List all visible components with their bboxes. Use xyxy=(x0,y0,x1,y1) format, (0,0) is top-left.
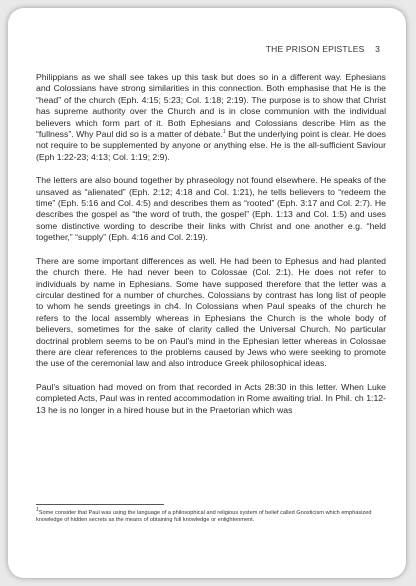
footnote-text: Some consider that Paul was using the language of a philosophical and religious system of belief called Gnosticism which emphasized knowledge of hidden secrets as the means of obtaining full knowledge or enlightenment. xyxy=(36,510,372,524)
running-title: THE PRISON EPISTLES xyxy=(265,44,365,54)
paragraph-1-text-a: Philippians as we shall see takes up this task but does so in a different way. Ephesians and Colossians have strong similarities in this connection. Both emphasise that He is the “head” of the church (Eph. 4:15; 5:23; Col. 1:18; 2:19). The purpose is to show that Christ has supreme authority over the Church and is in close communion with the individual believers which form part of it. Both Ephesians and Colossians describe Him as the “fullness”. Why Paul did so is a matter of debate. xyxy=(36,72,386,140)
page-number: 3 xyxy=(375,44,380,54)
footnote-reference[interactable]: 1 xyxy=(222,129,226,136)
body-text xyxy=(36,72,386,428)
paragraph-1-text-b: But the underlying point is clear. He does not require to be supplemented by anyone or anything else. He is the all-sufficient Saviour (Eph 1:22-23; 4:13; Col. 1:19; 2:9). xyxy=(36,129,386,162)
footnote xyxy=(36,507,386,524)
paragraph-4: Paul’s situation had moved on from that recorded in Acts 28:30 in this letter. When Luke completed Acts, Paul was in rented accommodation in Rome awaiting trial. In Phil. ch 1:12-13 he is no longer in a hired house but in the Praetorian which was xyxy=(36,381,386,415)
paragraph-1 xyxy=(36,72,386,163)
footnote-marker: 1 xyxy=(36,507,39,514)
paragraph-3: There are some important differences as well. He had been to Ephesus and had planted the church there. He had never been to Colossae (Col. 2:1). He does not refer to individuals by name in Ephesians. Some have supposed therefore that the letter was a circular destined for a number of churches. Colossians by contrast has long list of people to whom he sends greetings in ch4. In Colossians when Paul speaks of the church he refers to the local assembly whereas in Ephesians the Church is the whole body of believers, sometimes for the sake of clarity called the Universal Church. No particular doctrinal problem seems to be on Paul’s mind in the Ephesian letter whereas in Colossae there are clear references to the problems caused by Jews who were seeking to promote the use of the ceremonial law and also introduce Greek philosophical ideas. xyxy=(36,255,386,369)
document-page xyxy=(8,8,406,578)
footnote-divider xyxy=(36,504,164,505)
paragraph-2: The letters are also bound together by phraseology not found elsewhere. He speaks of the unsaved as “alienated” (Eph. 2:12; 4:18 and Col. 1:21), he tells believers to “redeem the time” (Eph. 5:16 and Col. 4:5) and describes them as “rooted” (Eph. 3:17 and Col. 2:7). He describes the gospel as “the word of truth, the gospel” (Eph. 1:13 and Col. 1:5) and uses some distinctive wording to describe their links with Christ and one another e.g. “held together,” “supply” (Eph. 4:16 and Col. 2:19). xyxy=(36,175,386,243)
running-header xyxy=(266,44,380,54)
